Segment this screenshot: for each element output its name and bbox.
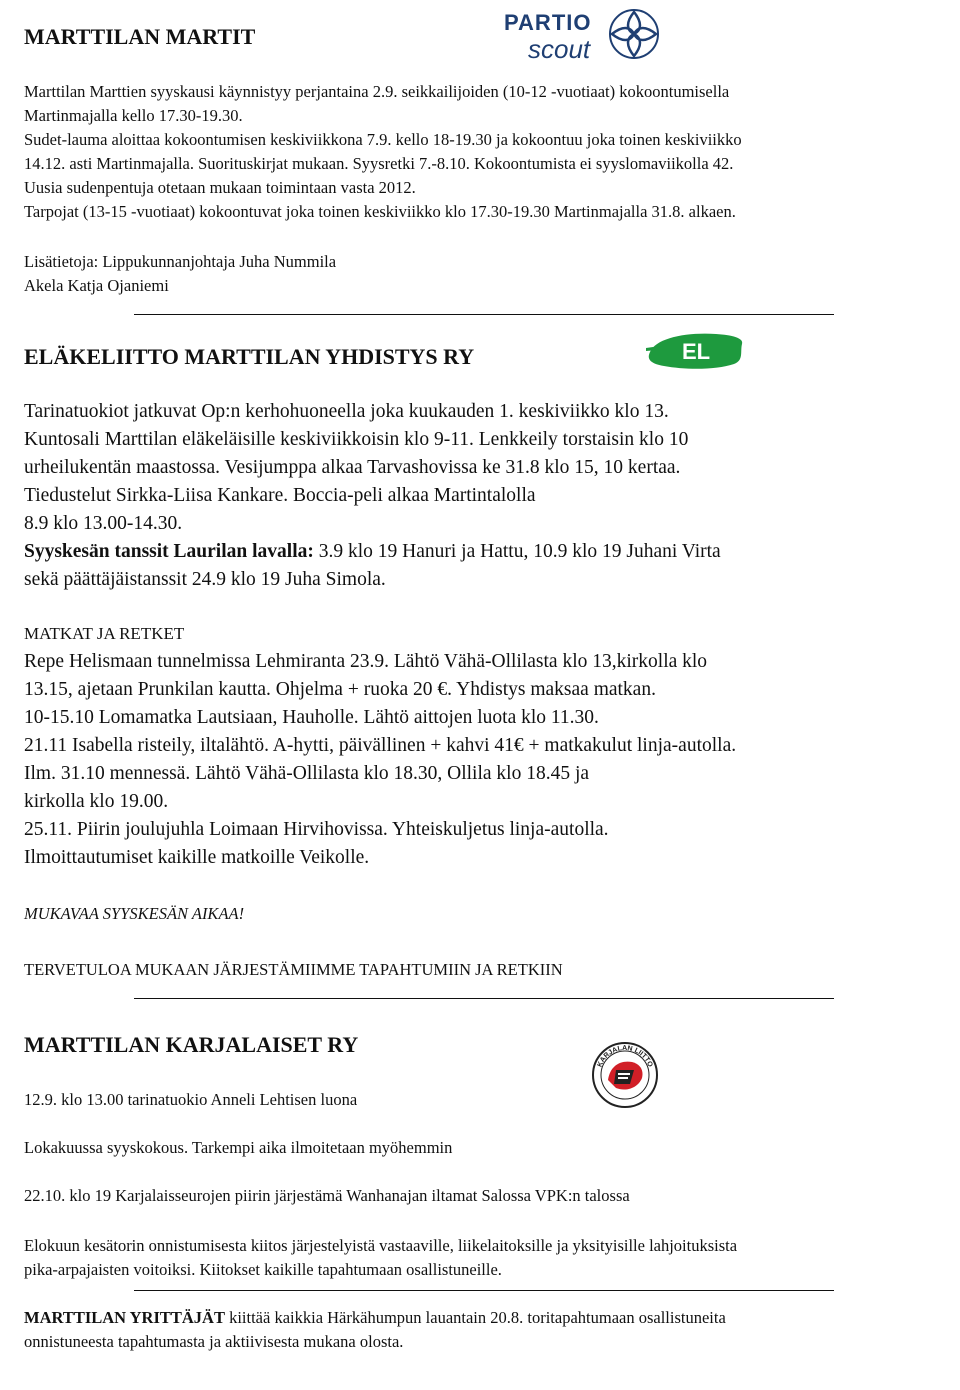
divider-1 (134, 314, 834, 315)
dance-title: Syyskesän tanssit Laurilan lavalla: (24, 541, 314, 562)
dance-line (24, 538, 721, 566)
karjala-logo-text: KARJALAN LIITTO (596, 1044, 654, 1069)
martit-info-2: Akela Katja Ojaniemi (24, 276, 169, 295)
martit-line-3: Sudet-lauma aloittaa kokoontumisen keskiviikkona 7.9. kello 18-19.30 ja kokoontuu joka toinen keskiviikko (24, 130, 742, 149)
syyskesa-wish: MUKAVAA SYYSKESÄN AIKAA! (24, 904, 245, 923)
yrittajat-line-2: onnistuneesta tapahtumasta ja aktiivisesta mukana olosta. (24, 1332, 404, 1351)
trips-heading: MATKAT JA RETKET (24, 624, 185, 643)
trip-line-1: Repe Helismaan tunnelmissa Lehmiranta 23.9. Lähtö Vähä-Ollilasta klo 13,kirkolla klo (24, 651, 708, 672)
martit-line-6: Tarpojat (13-15 -vuotiaat) kokoontuvat joka toinen keskiviikko klo 17.30-19.30 Martinmajalla 31.8. alkaen. (24, 202, 736, 221)
karjalaiset-heading: MARTTILAN KARJALAISET RY (24, 1032, 359, 1057)
elakeliitto-line-5: 8.9 klo 13.00-14.30. (24, 513, 183, 534)
dance-dates: 3.9 klo 19 Hanuri ja Hattu, 10.9 klo 19 Juhani Virta (313, 541, 721, 562)
trip-line-8: Ilmoittautumiset kaikille matkoille Veikolle. (24, 847, 370, 868)
partio-scout-logo (498, 4, 668, 68)
martit-line-4: 14.12. asti Martinmajalla. Suorituskirjat mukaan. Syysretki 7.-8.10. Kokoontumista ei syyslomaviikolla 42. (24, 154, 734, 173)
elakeliitto-line-2: Kuntosali Marttilan eläkeläisille keskiviikkoisin klo 9-11. Lenkkeily torstaisin klo 10 (24, 429, 689, 450)
el-logo-letters: EL (681, 339, 711, 364)
martit-line-2: Martinmajalla kello 17.30-19.30. (24, 106, 243, 125)
trip-line-3: 10-15.10 Lomamatka Lautsiaan, Hauholle. Lähtö aittojen luota klo 11.30. (24, 707, 599, 728)
karjalaiset-item-3: 22.10. klo 19 Karjalaisseurojen piirin järjestämä Wanhanajan iltamat Salossa VPK:n talossa (24, 1186, 630, 1205)
elakeliitto-line-3: urheilukentän maastossa. Vesijumppa alkaa Tarvashovissa ke 31.8 klo 15, 10 kertaa. (24, 457, 681, 478)
yrittajat-thanks: kiittää kaikkia Härkähumpun lauantain 20.8. toritapahtumaan osallistuneita (224, 1308, 726, 1327)
trip-line-7: 25.11. Piirin joulujuhla Loimaan Hirvihovissa. Yhteiskuljetus linja-autolla. (24, 819, 609, 840)
yrittajat-line-1 (24, 1306, 726, 1330)
elakeliitto-heading: ELÄKELIITTO MARTTILAN YHDISTYS RY (24, 344, 475, 369)
divider-3 (134, 1290, 834, 1291)
trip-line-6: kirkolla klo 19.00. (24, 791, 169, 812)
trip-line-4: 21.11 Isabella risteily, iltalähtö. A-hytti, päivällinen + kahvi 41€ + matkakulut linja-autolla. (24, 735, 737, 756)
scout-logo-text: scout (528, 34, 591, 64)
elakeliitto-line-1: Tarinatuokiot jatkuvat Op:n kerhohuoneella joka kuukauden 1. keskiviikko klo 13. (24, 401, 669, 422)
martit-line-1: Marttilan Marttien syyskausi käynnistyy perjantaina 2.9. seikkailijoiden (10-12 -vuotiaat) kokoontumisella (24, 82, 730, 101)
martit-line-5: Uusia sudenpentuja otetaan mukaan toimintaan vasta 2012. (24, 178, 416, 197)
thanks-line-2: pika-arpajaisten voitoiksi. Kiitokset kaikille tapahtumaan osallistuneille. (24, 1260, 502, 1279)
martit-heading: MARTTILAN MARTIT (24, 24, 256, 49)
partio-logo-text: PARTIO (504, 10, 592, 35)
karjalaiset-item-1: 12.9. klo 13.00 tarinatuokio Anneli Lehtisen luona (24, 1090, 358, 1109)
welcome-line: TERVETULOA MUKAAN JÄRJESTÄMIIMME TAPAHTUMIIN JA RETKIIN (24, 960, 563, 979)
martit-info-1: Lisätietoja: Lippukunnanjohtaja Juha Nummila (24, 252, 337, 271)
trip-line-5: Ilm. 31.10 mennessä. Lähtö Vähä-Ollilasta klo 18.30, Ollila klo 18.45 ja (24, 763, 590, 784)
scout-emblem-icon (606, 6, 662, 62)
karjalan-liitto-logo-icon (590, 1040, 660, 1110)
karjalaiset-item-2: Lokakuussa syyskokous. Tarkempi aika ilmoitetaan myöhemmin (24, 1138, 453, 1157)
trip-line-2: 13.15, ajetaan Prunkilan kautta. Ohjelma + ruoka 20 €. Yhdistys maksaa matkan. (24, 679, 656, 700)
divider-2 (134, 998, 834, 999)
elakeliitto-logo-icon (646, 330, 746, 372)
elakeliitto-line-4: Tiedustelut Sirkka-Liisa Kankare. Boccia-peli alkaa Martintalolla (24, 485, 536, 506)
yrittajat-name: MARTTILAN YRITTÄJÄT (24, 1308, 225, 1327)
dance-line-2: sekä päättäjäistanssit 24.9 klo 19 Juha Simola. (24, 569, 386, 590)
thanks-line-1: Elokuun kesätorin onnistumisesta kiitos järjestelyistä vastaaville, liikelaitoksille ja yksityisille lahjoituksista (24, 1236, 738, 1255)
